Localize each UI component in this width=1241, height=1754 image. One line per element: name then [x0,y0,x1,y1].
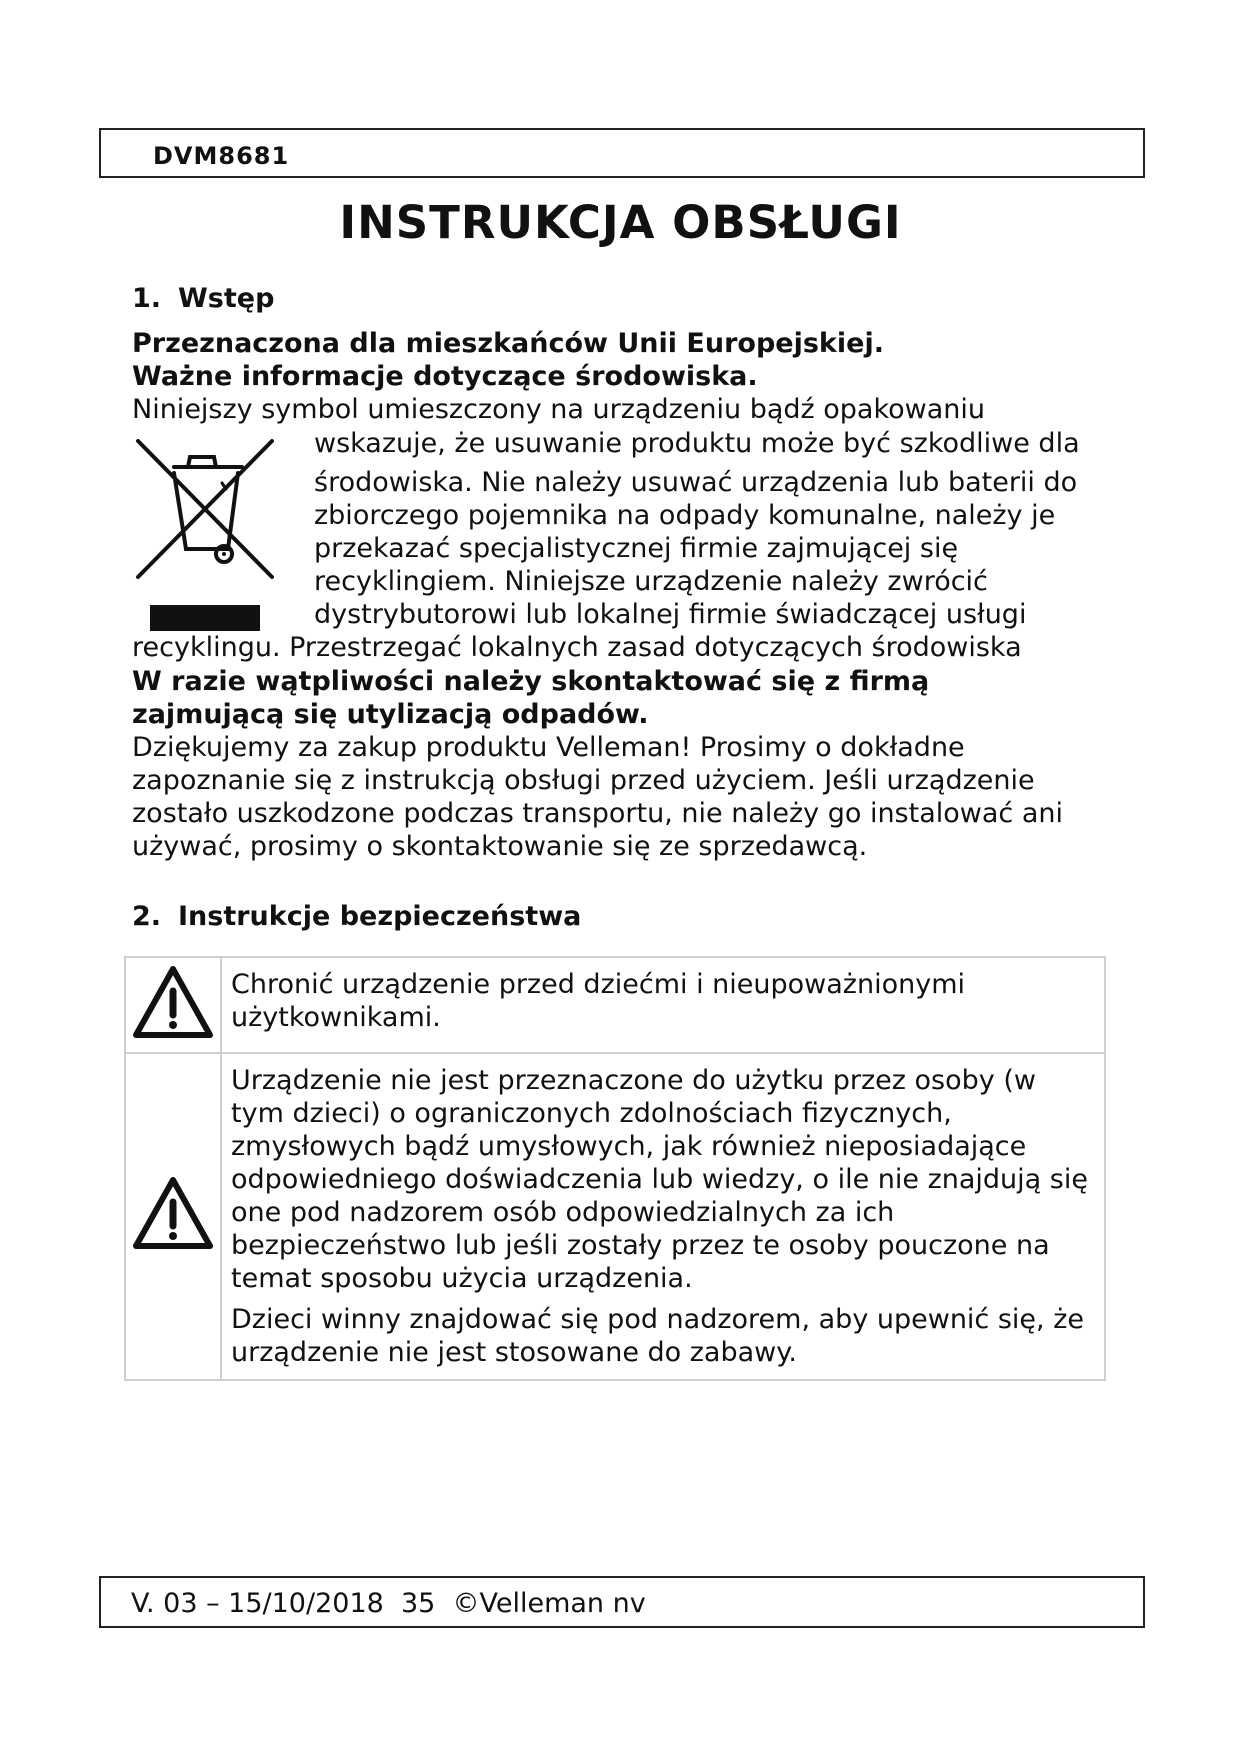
safety-text: Chronić urządzenie przed dziećmi i nieupoważnionymi użytkownikami. [231,969,965,1033]
env-line-4: zbiorczego pojemnika na odpady komunalne, należy je [314,500,1056,531]
model-number: DVM8681 [153,142,290,170]
env-line-5: przekazać specjalistycznej firmie zajmującej się [314,533,959,564]
section-1-heading [132,283,274,314]
env-line-1: Niniejszy symbol umieszczony na urządzeniu bądź opakowaniu [132,394,986,425]
safety-table [124,956,1106,1381]
section-2-heading [132,901,581,932]
safety-text: Dzieci winny znajdować się pod nadzorem, aby upewnić się, że urządzenie nie jest stosowane do zabawy. [231,1304,1084,1368]
warning-triangle-icon [132,965,214,1039]
thanks-line-3: zostało uszkodzone podczas transportu, nie należy go instalować ani [132,798,1063,829]
footer-box [99,1576,1145,1628]
thanks-line-2: zapoznanie się z instrukcją obsługi przed użyciem. Jeśli urządzenie [132,765,1035,796]
safety-text-cell [221,957,1105,1053]
safety-icon-cell [125,957,221,1053]
eu-notice-line-2: Ważne informacje dotyczące środowiska. [132,361,758,392]
safety-text: Urządzenie nie jest przeznaczone do użytku przez osoby (w tym dzieci) o ograniczonych zdolnościach fizycznych, zmysłowych bądź umysłowych, jak również nieposiadające odpowiedniego doświadczenia lub wiedzy, o ile nie znajdują się one pod nadzorem osób odpowiedzialnych za ich bezpieczeństwo lub jeśli zostały przez te osoby pouczone na temat sposobu użycia urządzenia. [231,1065,1088,1294]
env-line-3: środowiska. Nie należy usuwać urządzenia lub baterii do [314,467,1078,498]
thanks-line-1: Dziękujemy za zakup produktu Velleman! Prosimy o dokładne [132,732,965,763]
header-box [99,128,1145,178]
doubt-line-1: W razie wątpliwości należy skontaktować się z firmą [132,666,930,697]
eu-notice-line-1: Przeznaczona dla mieszkańców Unii Europejskiej. [132,328,884,359]
env-line-2: wskazuje, że usuwanie produktu może być szkodliwe dla [314,428,1080,459]
env-line-6: recyklingiem. Niniejsze urządzenie należy zwrócić [314,566,988,597]
page-title: INSTRUKCJA OBSŁUGI [339,196,902,249]
footer-text: V. 03 – 15/10/2018 35 ©Velleman nv [131,1588,646,1619]
safety-icon-cell [125,1053,221,1380]
weee-bin-icon [130,437,280,637]
doubt-notice [132,665,929,731]
env-line-7: dystrybutorowi lub lokalnej firmie świadczącej usługi [314,599,1027,630]
safety-row [125,1053,1105,1380]
safety-text-cell [221,1053,1105,1380]
section-1-number: 1. [132,283,162,314]
section-2-title: Instrukcje bezpieczeństwa [178,901,582,932]
thanks-line-4: używać, prosimy o skontaktowanie się ze sprzedawcą. [132,831,868,862]
safety-row [125,957,1105,1053]
thanks-paragraph [132,731,1063,863]
section-1-title: Wstęp [178,283,275,314]
warning-triangle-icon [132,1176,214,1250]
doubt-line-2: zajmującą się utylizacją odpadów. [132,699,649,730]
section-2-number: 2. [132,901,162,932]
env-line-8: recyklingu. Przestrzegać lokalnych zasad dotyczących środowiska [132,632,1022,663]
eu-notice [132,327,884,393]
